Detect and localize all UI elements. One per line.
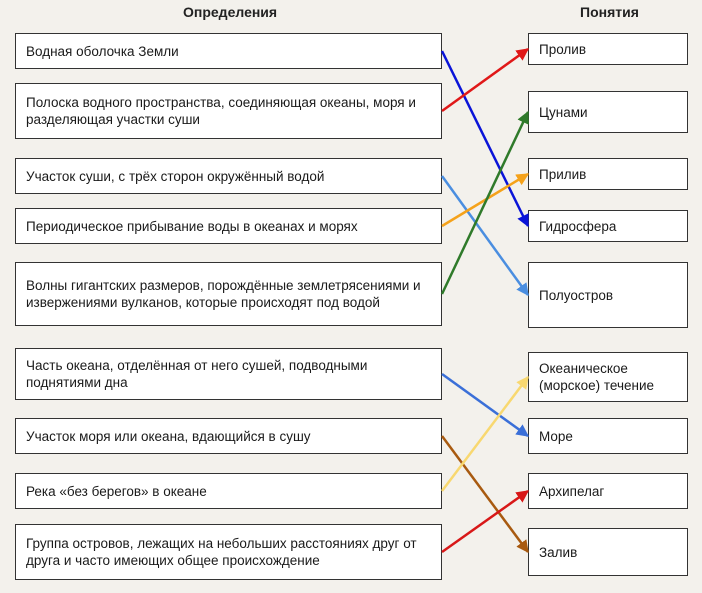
definition-box (15, 348, 442, 400)
match-arrow (442, 51, 528, 226)
definition-text: Периодическое прибывание воды в океанах и морях (26, 218, 358, 234)
definition-box (15, 83, 442, 139)
match-arrow (442, 377, 528, 491)
concept-text: Океаническое (морское) течение (539, 361, 655, 393)
definition-text: Часть океана, отделённая от него сушей, подводными поднятиями дна (26, 358, 368, 390)
match-arrow (442, 174, 528, 226)
match-arrow (442, 374, 528, 436)
match-arrow (442, 491, 528, 552)
concept-text: Полуостров (539, 287, 614, 303)
concept-text: Пролив (539, 41, 587, 57)
definition-box (15, 524, 442, 580)
concepts-header: Понятия (580, 4, 639, 20)
concept-text: Архипелаг (539, 483, 605, 499)
concept-text: Гидросфера (539, 218, 617, 234)
concept-box (528, 33, 688, 65)
concept-box (528, 473, 688, 509)
definitions-header: Определения (183, 4, 278, 20)
definition-text: Участок моря или океана, вдающийся в сушу (26, 428, 311, 444)
definition-box (15, 158, 442, 194)
definition-text: Полоска водного пространства, соединяющая океаны, моря и разделяющая участки суши (26, 95, 416, 127)
concept-box (528, 91, 688, 133)
concept-text: Цунами (539, 104, 588, 120)
definition-text: Волны гигантских размеров, порождённые землетрясениями и извержениями вулканов, которые происходят под водой (26, 278, 421, 310)
concept-box (528, 352, 688, 402)
definition-text: Водная оболочка Земли (26, 43, 179, 59)
definition-box (15, 208, 442, 244)
definition-box (15, 418, 442, 454)
concept-box (528, 262, 688, 328)
definition-text: Группа островов, лежащих на небольших расстояниях друг от друга и часто имеющих общее происхождение (26, 536, 417, 568)
definition-text: Участок суши, с трёх сторон окружённый водой (26, 168, 325, 184)
concept-text: Залив (539, 544, 578, 560)
match-arrow (442, 112, 528, 294)
concept-text: Прилив (539, 166, 587, 182)
concept-text: Море (539, 428, 573, 444)
definition-box (15, 473, 442, 509)
definition-box (15, 33, 442, 69)
concept-box (528, 158, 688, 190)
concept-box (528, 210, 688, 242)
match-arrow (442, 176, 528, 295)
concept-box (528, 528, 688, 576)
match-arrow (442, 49, 528, 111)
definition-box (15, 262, 442, 326)
match-arrow (442, 436, 528, 552)
concept-box (528, 418, 688, 454)
definition-text: Река «без берегов» в океане (26, 483, 207, 499)
